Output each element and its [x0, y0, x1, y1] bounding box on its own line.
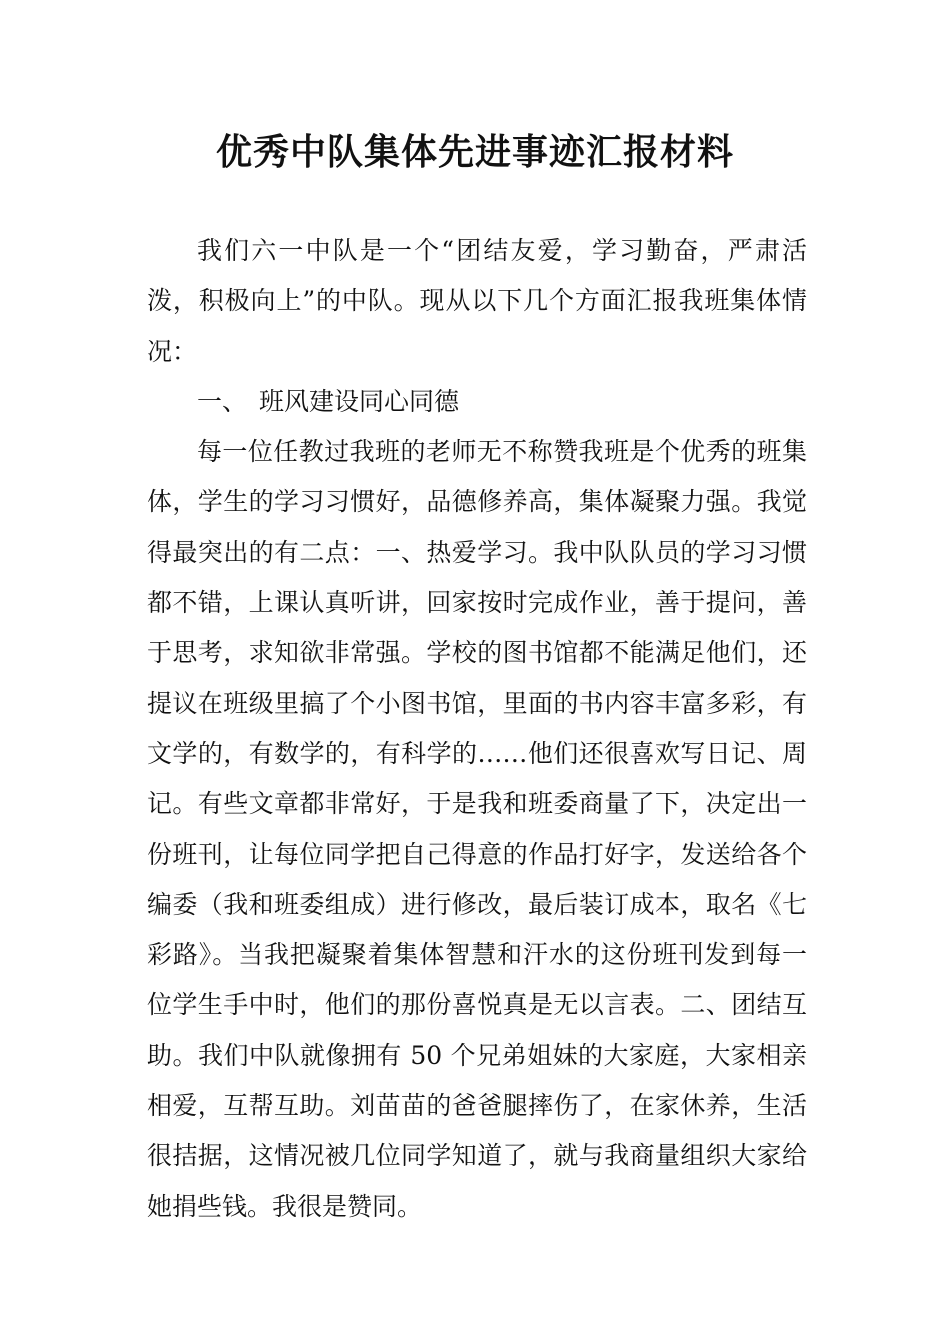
section-heading: [147, 377, 807, 427]
document-body: [147, 226, 807, 1232]
section-number: 一、: [197, 386, 248, 416]
document-title: 优秀中队集体先进事迹汇报材料: [215, 131, 734, 173]
body-paragraph: 每一位任教过我班的老师无不称赞我班是个优秀的班集体，学生的学习习惯好，品德修养高，集体凝聚力强。我觉得最突出的有二点：一、热爱学习。我中队队员的学习习惯都不错，上课认真听讲，回家按时完成作业，善于提问，善于思考，求知欲非常强。学校的图书馆都不能满足他们，还提议在班级里搞了个小图书馆，里面的书内容丰富多彩，有文学的，有数学的，有科学的……他们还很喜欢写日记、周记。有些文章都非常好，于是我和班委商量了下，决定出一份班刊，让每位同学把自己得意的作品打好字，发送给各个编委（我和班委组成）进行修改，最后装订成本，取名《七彩路》。当我把凝聚着集体智慧和汗水的这份班刊发到每一位学生手中时，他们的那份喜悦真是无以言表。二、团结互助。我们中队就像拥有 50 个兄弟姐妹的大家庭，大家相亲相爱，互帮互助。刘苗苗的爸爸腿摔伤了，在家休养，生活很拮据，这情况被几位同学知道了，就与我商量组织大家给她捐些钱。我很是赞同。: [147, 437, 807, 1221]
intro-paragraph: 我们六一中队是一个“团结友爱，学习勤奋，严肃活泼，积极向上”的中队。现从以下几个方面汇报我班集体情况：: [147, 236, 807, 366]
section-heading-text: 班风建设同心同德: [259, 386, 460, 416]
